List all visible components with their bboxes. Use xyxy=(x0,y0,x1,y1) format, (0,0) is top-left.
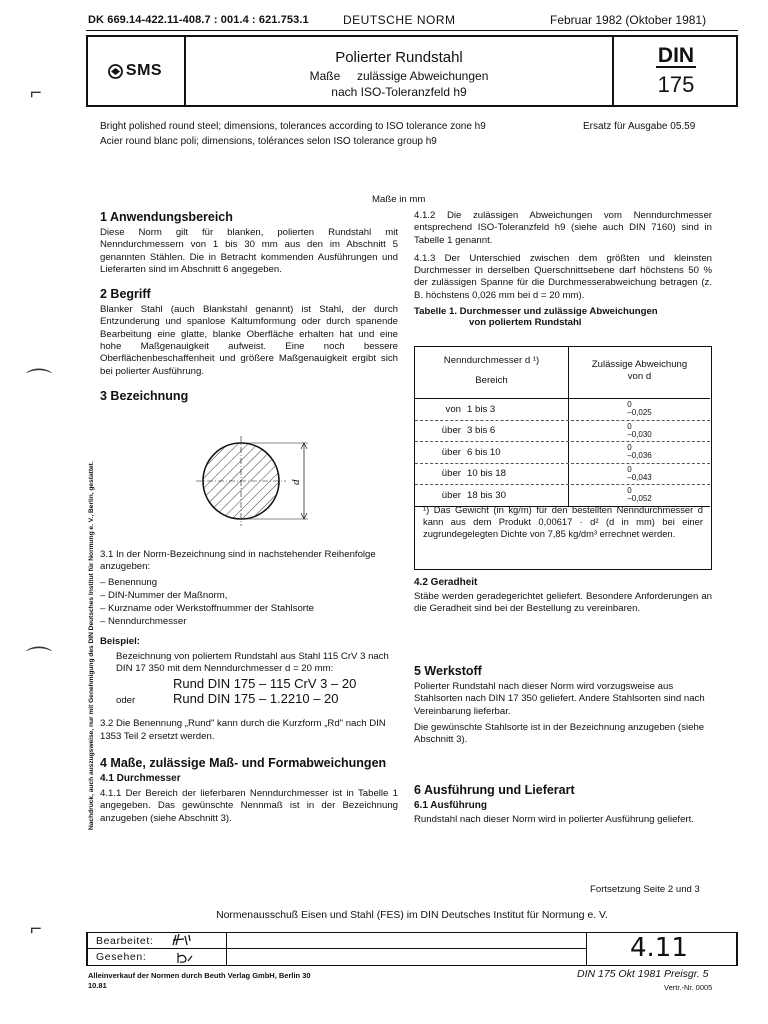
bearbeitet-label: Bearbeitet: xyxy=(96,935,154,947)
tolerance-table xyxy=(414,346,712,570)
approval-col-divider-2 xyxy=(586,932,587,966)
section-4-1-3-text: 4.1.3 Der Unterschied zwischen dem größten und kleinsten Durchmesser in derselben Querschnittsebene darf höchstens 50 % der zulässigen Spanne für die Durchmesserabweichung betragen (z. B. höchstens 0,026 mm bei d = 20 mm). xyxy=(414,252,712,301)
section-3-title: 3 Bezeichnung xyxy=(100,388,189,403)
section-2-text: Blanker Stahl (auch Blankstahl genannt) ist Stahl, der durch Entzunderung und spanlose Kaltumformung oder durch spanende Bearbeitung eine glatte, blanke Oberfläche erhalten hat und eine hohe Maßgenauigkeit aufweist. Eine noch bessere Oberflächenbeschaffenheit und größere Maßgenauigkeit ergibt sich bei polierter Ausführung. xyxy=(100,304,398,377)
norm-type: DEUTSCHE NORM xyxy=(343,13,456,27)
deviation-cell xyxy=(569,464,710,485)
doc-subtitle-1: Maße zulässige Abweichungen xyxy=(309,69,489,83)
punch-mark: ⌒ xyxy=(26,645,53,675)
range-value: 6 bis 10 xyxy=(467,446,501,458)
table-row xyxy=(415,421,710,443)
right-column-section-5 xyxy=(414,664,714,746)
section-4-2-title: 4.2 Geradheit xyxy=(414,577,478,588)
list-item: – Benennung xyxy=(100,576,158,588)
section-6-1-text: Rundstahl nach dieser Norm wird in polierter Ausführung geliefert. xyxy=(414,814,694,825)
range-cell xyxy=(415,421,569,442)
range-cell xyxy=(415,464,569,485)
deviation-value xyxy=(627,444,651,460)
range-cell xyxy=(415,399,569,420)
din-reference: DIN 175 Okt 1981 Preisgr. 5 xyxy=(577,968,709,980)
lower-deviation: –0,036 xyxy=(627,451,652,461)
header-rule xyxy=(86,30,738,31)
contract-number: Vertr.-Nr. 0005 xyxy=(664,983,713,992)
print-date: 10.81 xyxy=(88,981,107,990)
section-3-2-text: 3.2 Die Benennung „Rund" kann durch die Kurzform „Rd" nach DIN 1353 Teil 2 ersetzt werden. xyxy=(100,718,386,742)
lower-deviation: –0,030 xyxy=(627,429,652,439)
issue-date: Februar 1982 (Oktober 1981) xyxy=(550,13,707,27)
section-4-1-1-text: 4.1.1 Der Bereich der lieferbaren Nenndurchmesser ist in Tabelle 1 angegeben. Das gewünschte Nennmaß ist in der Bezeichnung anzugeben (siehe Abschnitt 3). xyxy=(100,788,398,824)
sms-logo-icon xyxy=(108,62,162,80)
classification-code: DK 669.14-422.11-408.7 : 001.4 : 621.753.1 xyxy=(88,14,309,26)
section-1-title: 1 Anwendungsbereich xyxy=(100,210,233,224)
deviation-cell xyxy=(569,399,710,420)
example-code-2: Rund DIN 175 – 1.2210 – 20 xyxy=(173,691,339,707)
deviation-cell xyxy=(569,485,710,506)
reprint-notice: Nachdruck, auch auszugsweise, nur mit Genehmigung des DIN Deutsches Institut für Normung e. V., Berlin, gestattet. xyxy=(88,461,95,830)
list-item: – DIN-Nummer der Maßnorm, xyxy=(100,589,228,601)
table-head-range: Bereich xyxy=(475,375,508,386)
example-or: oder xyxy=(116,695,136,707)
title-cell xyxy=(186,35,614,107)
range-value: 1 bis 3 xyxy=(467,403,496,415)
sales-note: Alleinverkauf der Normen durch Beuth Verlag GmbH, Berlin 30 xyxy=(88,971,311,980)
section-1-text: Diese Norm gilt für blanken, polierten Rundstahl mit Nenndurchmessern von 1 bis 30 mm aus den im Abschnitt 5 genannten Stählen. Die in Betracht kommenden Ausführungen und Lieferarten sind im Abschnitt 6 angegeben. xyxy=(100,227,398,275)
section-6-1-title: 6.1 Ausführung xyxy=(414,800,487,811)
lower-deviation: –0,052 xyxy=(627,494,652,504)
committee-note: Normenausschuß Eisen und Stahl (FES) im DIN Deutsches Institut für Normung e. V. xyxy=(216,910,608,921)
units-note: Maße in mm xyxy=(372,194,426,205)
din-label: DIN xyxy=(657,44,695,67)
upper-deviation: 0 xyxy=(627,464,632,474)
deviation-value xyxy=(627,401,651,417)
din-number: 175 xyxy=(657,72,695,97)
english-title: Bright polished round steel; dimensions, tolerances according to ISO tolerance zone h9 xyxy=(100,121,486,132)
range-value: 3 bis 6 xyxy=(467,425,496,437)
range-value: 18 bis 30 xyxy=(467,489,506,501)
lower-deviation: –0,043 xyxy=(627,472,652,482)
range-cell xyxy=(415,485,569,506)
handwritten-page-number: 4.11 xyxy=(630,933,688,963)
table-head-of-d: von d xyxy=(627,371,652,382)
range-value: 10 bis 18 xyxy=(467,468,506,480)
gesehen-label: Gesehen: xyxy=(96,951,147,963)
section-5-text-1: Polierter Rundstahl nach dieser Norm wird vorzugsweise aus Stahlsorten nach DIN 17 350 geliefert. Andere Stahlsorten sind nach Vereinbarung lieferbar. xyxy=(414,681,705,717)
range-prefix: von xyxy=(445,403,461,415)
doc-subtitle-2: nach ISO-Toleranzfeld h9 xyxy=(331,85,467,99)
right-column xyxy=(414,210,712,328)
range-cell xyxy=(415,442,569,463)
punch-mark: ⌐ xyxy=(30,918,42,940)
designation-list xyxy=(100,576,398,628)
french-title: Acier round blanc poli; dimensions, tolérances selon ISO tolerance group h9 xyxy=(100,136,437,147)
range-prefix: über xyxy=(441,425,461,437)
section-4-1-title: 4.1 Durchmesser xyxy=(100,773,181,785)
list-item: – Kurzname oder Werkstoffnummer der Stahlsorte xyxy=(100,602,314,614)
table-head-diameter: Nenndurchmesser d ¹) xyxy=(443,355,540,366)
upper-deviation: 0 xyxy=(627,443,632,453)
table-caption-2: von poliertem Rundstahl xyxy=(469,317,582,329)
logo-cell xyxy=(86,35,186,107)
right-column-section-6 xyxy=(414,783,714,826)
logo-mark-icon xyxy=(108,64,123,79)
continuation-note: Fortsetzung Seite 2 und 3 xyxy=(590,884,700,895)
table-caption-1: Tabelle 1. Durchmesser und zulässige Abweichungen xyxy=(414,306,658,318)
section-3-1-text: 3.1 In der Norm-Bezeichnung sind in nachstehender Reihenfolge anzugeben: xyxy=(100,549,376,573)
section-5-text-2: Die gewünschte Stahlsorte ist in der Bezeichnung anzugeben (siehe Abschnitt 3). xyxy=(414,721,705,746)
table-head-col1 xyxy=(415,347,569,399)
replaces-note: Ersatz für Ausgabe 05.59 xyxy=(583,121,696,132)
upper-deviation: 0 xyxy=(627,421,632,431)
example-text: Bezeichnung von poliertem Rundstahl aus Stahl 115 CrV 3 nach DIN 17 350 mit dem Nenndurchmesser d = 20 mm: xyxy=(116,650,389,675)
list-item: – Nenndurchmesser xyxy=(100,615,187,627)
left-column-lower xyxy=(100,549,398,825)
example-alt-row xyxy=(100,691,398,706)
upper-deviation: 0 xyxy=(627,486,632,496)
table-row xyxy=(415,464,710,486)
upper-deviation: 0 xyxy=(627,400,632,410)
section-5-title: 5 Werkstoff xyxy=(414,664,482,678)
deviation-cell xyxy=(569,442,710,463)
deviation-value xyxy=(627,466,651,482)
approval-col-divider xyxy=(226,932,227,966)
approval-divider xyxy=(86,948,586,949)
logo-text: SMS xyxy=(125,62,163,79)
range-prefix: über xyxy=(441,446,461,458)
punch-mark: ⌒ xyxy=(26,367,53,397)
table-row xyxy=(415,442,710,464)
round-bar-cross-section xyxy=(196,436,321,526)
table-body xyxy=(415,399,710,507)
table-head-col2 xyxy=(569,347,710,399)
range-prefix: über xyxy=(441,468,461,480)
range-prefix: über xyxy=(441,489,461,501)
example-code-1: Rund DIN 175 – 115 CrV 3 – 20 xyxy=(173,676,357,692)
section-4-2-text: Stäbe werden geradegerichtet geliefert. Besondere Anforderungen an die Geradheit sind bei der Bestellung zu vereinbaren. xyxy=(414,591,712,615)
section-4-1-2-text: 4.1.2 Die zulässigen Abweichungen vom Nenndurchmesser entsprechend ISO-Toleranzfeld h9 (siehe auch DIN 7160) sind in Tabelle 1 genannt. xyxy=(414,210,712,246)
figure-dimension-label: d xyxy=(290,479,302,485)
right-column-lower xyxy=(414,577,712,616)
section-6-title: 6 Ausführung und Lieferart xyxy=(414,783,575,797)
table-head-deviation: Zulässige Abweichung xyxy=(591,359,688,370)
deviation-value xyxy=(627,423,651,439)
deviation-value xyxy=(627,487,651,503)
deviation-cell xyxy=(569,421,710,442)
section-2-title: 2 Begriff xyxy=(100,287,151,302)
table-row xyxy=(415,399,710,421)
left-column xyxy=(100,210,398,403)
section-4-title: 4 Maße, zulässige Maß- und Formabweichungen xyxy=(100,756,387,771)
example-label: Beispiel: xyxy=(100,635,140,647)
table-caption xyxy=(414,306,712,328)
lower-deviation: –0,025 xyxy=(627,408,652,418)
initials-signature-icon xyxy=(168,931,204,965)
doc-title: Polierter Rundstahl xyxy=(335,49,463,66)
punch-mark: ⌐ xyxy=(30,82,42,104)
table-footnote: ¹) Das Gewicht (in kg/m) für den bestellten Nenndurchmesser d kann aus dem Produkt 0,00617 · d² (d in mm) bei einer zugrundegelegten Dichte von 7,85 kg/dm³ errechnet werden. xyxy=(423,504,703,539)
din-cell xyxy=(614,35,738,107)
